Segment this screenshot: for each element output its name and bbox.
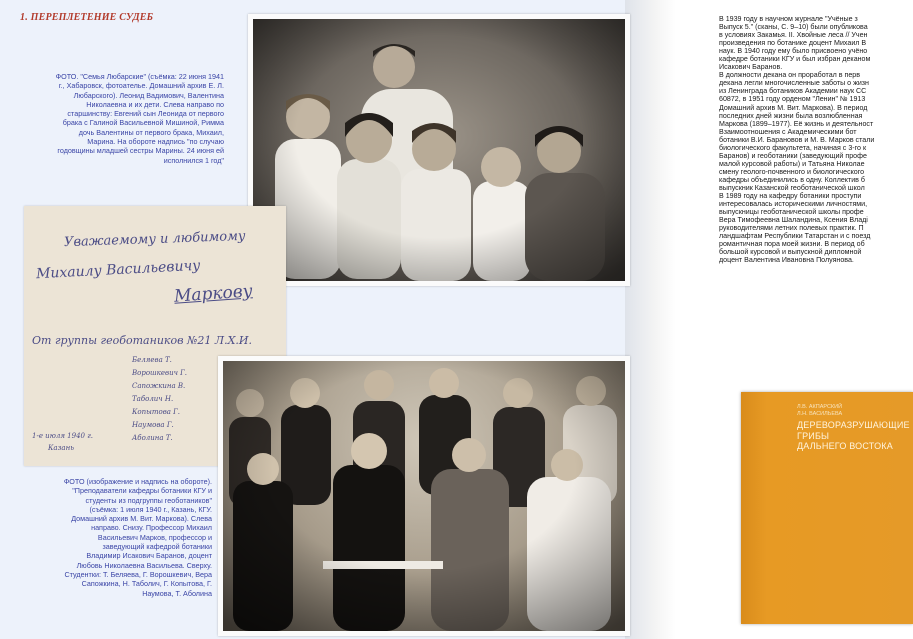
text-line: смену геолого-почвенного и биологического	[719, 167, 865, 176]
text-line: Маркова (1899–1977). Её жизнь и деятельност	[719, 119, 874, 128]
note-line-4: От группы геоботаников №21 Л.Х.И.	[32, 334, 252, 347]
text-line: ландшафтам Республики Татарстан и с поезд	[719, 232, 871, 241]
text-line: Выпуск 5." (сканы, С. 9–10) были опубликова	[719, 23, 868, 32]
note-name-3: Сапожкина В.	[132, 382, 186, 390]
text-line: В 1989 году на кафедру ботаники проступи	[719, 192, 862, 201]
text-line: кафедре ботаники КГУ и был избран деканом	[719, 55, 871, 64]
text-line: биологического факультета, начиная с 3-го к	[719, 143, 867, 152]
group-photo	[218, 356, 630, 636]
note-name-6: Наумова Г.	[132, 421, 174, 429]
note-name-5: Копытова Г.	[132, 408, 181, 416]
note-line-3: Маркову	[173, 281, 254, 307]
text-line: декана легли многочисленные заботы о жизн	[719, 79, 869, 88]
section-title: 1. ПЕРЕПЛЕТЕНИЕ СУДЕБ	[20, 12, 154, 23]
text-line: ботаники В.И. Барановов и М. В. Марков стали	[719, 135, 875, 144]
text-line: Вера Тимофеевна Шаландина, Ксения Владі	[719, 216, 868, 225]
paragraph-2	[719, 71, 913, 127]
group-photo-caption: ФОТО (изображение и надпись на обороте). "Преподаватели кафедры ботаники КГУ и студенты из подгруппы геоботаников" (съёмка: 1 июля 1940 г., Казань, КГУ. Домашний архив М. Вит. Маркова). Слева направо. Снизу. Профессор Михаил Васильевич Марков, профессор и заведующий кафедрой ботаники Владимир Исакович Баранов, доцент Любовь Николаевна Васильева. Сверху. Студентки: Т. Беляева, Г. Ворошкевич, Вера Сапожкина, Н. Таболич, Г. Копытова, Г. Наумова, Т. Аболина	[63, 477, 212, 598]
paragraph-4	[719, 192, 913, 264]
family-photo-figures	[253, 19, 625, 281]
note-city: Казань	[48, 444, 75, 452]
family-photo-caption: ФОТО. "Семья Любарские" (съёмка: 22 июня 1941 г., Хабаровск, фотоателье. Домашний архив Е. Л. Любарского). Леонид Вадимович, Валентина Николаевна и их дети. Слева направо по старшинству: Евгений сын Леонида от первого брака с Галиной Васильевной Мишиной, Римма дочь Валентины от первого брака, Михаил, Марина. На обороте надпись "по случаю годовщины младшей сестры Марины. 24 июня ей исполнился 1 год"	[55, 72, 224, 165]
note-name-1: Беляева Т.	[132, 356, 172, 364]
group-photo-figures	[223, 361, 625, 631]
family-photo	[248, 14, 630, 286]
text-line: Исакович Баранов.	[719, 63, 783, 72]
paragraph-1	[719, 15, 913, 71]
page-gutter	[625, 0, 676, 639]
text-line: из Ленинграда ботаников Академии наук СС	[719, 87, 867, 96]
note-name-7: Аболина Т.	[132, 434, 173, 442]
note-name-4: Таболич Н.	[132, 395, 174, 403]
text-line: произведения по ботанике доцент Михаил В	[719, 39, 867, 48]
text-line: малой курсовой работы) и Татьяна Николае	[719, 159, 865, 168]
book-title: ДЕРЕВОРАЗРУШАЮЩИЕ ГРИБЫ ДАЛЬНЕГО ВОСТОКА	[797, 420, 910, 451]
text-line: доцент Валентина Ивановна Полуянова.	[719, 256, 854, 265]
text-line: романтичная пора моей жизни. В период об	[719, 240, 865, 249]
text-line: Баранов) и геоботаники (заведующий профе	[719, 151, 867, 160]
text-line: интересовалась историческими личностями,	[719, 200, 868, 209]
text-line: Взаимоотношения с Академическими бот	[719, 127, 857, 136]
book-authors: Л.В. АКПАРСКИЙ Л.Н. ВАСИЛЬЕВА	[797, 404, 843, 417]
text-line: большой курсовой и выпускной дипломной	[719, 248, 862, 257]
article-body	[719, 15, 913, 264]
text-line: 60872, в 1951 году орденом "Ленин" № 1913	[719, 95, 866, 104]
text-line: В 1939 году в научном журнале "Учёные з	[719, 15, 858, 23]
text-line: выпускницы геоботанической школы профе	[719, 208, 864, 217]
text-line: последних дней жизни была возлюбленная	[719, 111, 863, 120]
book-cover	[741, 392, 913, 624]
text-line: наук. В 1940 году ему было присвоено учёно	[719, 47, 868, 56]
note-date: 1-е июля 1940 г.	[32, 432, 93, 440]
note-line-1: Уважаемому и любимому	[63, 228, 246, 251]
note-name-2: Ворошкевич Г.	[132, 369, 188, 377]
text-line: выпускник Казанской геоботанической школ	[719, 183, 865, 192]
text-line: кафедры объединились в одну. Коллектив б	[719, 175, 865, 184]
text-line: В должности декана он проработал в перв	[719, 71, 861, 80]
text-line: Домашний архив М. Вит. Маркова). В период	[719, 103, 868, 112]
text-line: в условиях Закамья. II. Хвойные леса // Учен	[719, 31, 868, 40]
text-line: руководителями летних полевых практик. П	[719, 224, 864, 233]
paragraph-3	[719, 128, 913, 192]
note-line-2: Михаилу Васильевичу	[35, 257, 201, 283]
